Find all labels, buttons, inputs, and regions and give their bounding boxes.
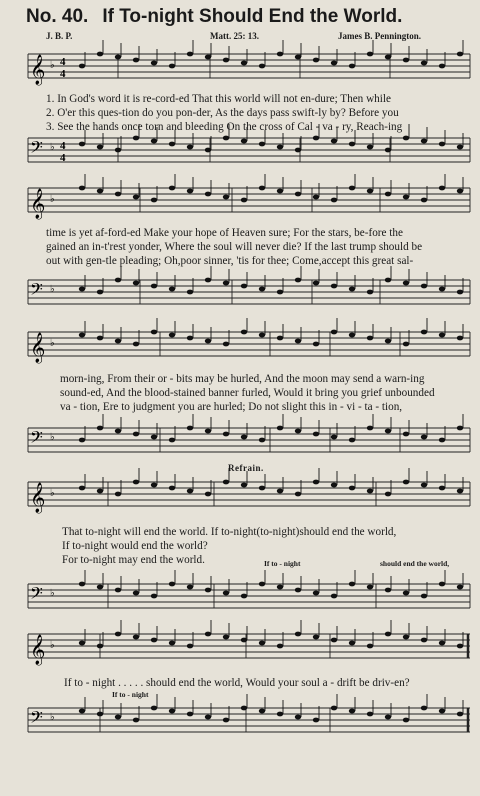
notehead [169, 582, 175, 587]
notehead [259, 142, 265, 147]
notehead [259, 64, 265, 69]
notehead [349, 64, 355, 69]
notehead [277, 189, 283, 194]
notehead [241, 435, 247, 440]
verse-line-2-1: time is yet af-ford-ed Make your hope of Heaven sure; For the stars, be-fore the [46, 227, 403, 239]
notehead [349, 186, 355, 191]
notehead [349, 438, 355, 443]
notehead [439, 186, 445, 191]
bass-clef-icon: 𝄢 [30, 139, 43, 161]
notehead [205, 632, 211, 637]
notehead [403, 718, 409, 723]
composer-credit: James B. Pennington. [338, 31, 422, 41]
notehead [169, 438, 175, 443]
notehead [115, 192, 121, 197]
notehead [115, 339, 121, 344]
notehead [97, 644, 103, 649]
notehead [187, 336, 193, 341]
notehead [223, 480, 229, 485]
notehead [97, 585, 103, 590]
notehead [151, 284, 157, 289]
notehead [79, 438, 85, 443]
notehead [349, 582, 355, 587]
svg-text:♭: ♭ [50, 640, 55, 651]
notehead [133, 342, 139, 347]
notehead [205, 492, 211, 497]
notehead [421, 330, 427, 335]
notehead [331, 638, 337, 643]
notehead [385, 55, 391, 60]
notehead [457, 145, 463, 150]
notehead [457, 52, 463, 57]
cue-if-tonight-2: If to - night [112, 690, 149, 699]
notehead [259, 438, 265, 443]
notehead [457, 585, 463, 590]
verse-line-1-1: 1. In God's word it is re-cord-ed That this world will not en-dure; Then while [46, 93, 391, 105]
notehead [187, 644, 193, 649]
notehead [403, 136, 409, 141]
svg-text:♭: ♭ [50, 488, 55, 499]
notehead [295, 148, 301, 153]
notehead [79, 641, 85, 646]
notehead [349, 641, 355, 646]
notehead [385, 492, 391, 497]
svg-text:𝄞: 𝄞 [30, 333, 46, 362]
notehead [421, 638, 427, 643]
notehead [79, 64, 85, 69]
notehead [331, 594, 337, 599]
notehead [79, 186, 85, 191]
notehead [259, 186, 265, 191]
notehead [97, 290, 103, 295]
notehead [241, 594, 247, 599]
notehead [403, 281, 409, 286]
bass-staff-2 [0, 270, 480, 320]
notehead [205, 148, 211, 153]
notehead [421, 139, 427, 144]
notehead [241, 139, 247, 144]
notehead [331, 706, 337, 711]
hymn-heading [26, 6, 402, 28]
notehead [97, 426, 103, 431]
notehead [97, 189, 103, 194]
notehead [223, 635, 229, 640]
notehead [421, 706, 427, 711]
notehead [295, 632, 301, 637]
notehead [97, 489, 103, 494]
notehead [313, 58, 319, 63]
notehead [223, 342, 229, 347]
scripture-reference: Matt. 25: 13. [210, 31, 259, 41]
svg-text:♭: ♭ [50, 142, 55, 153]
notehead [313, 136, 319, 141]
notehead [277, 52, 283, 57]
notehead [241, 198, 247, 203]
notehead [241, 483, 247, 488]
notehead [133, 58, 139, 63]
notehead [367, 189, 373, 194]
lyricist-credit: J. B. P. [46, 31, 73, 41]
cue-if-tonight: If to - night [264, 559, 301, 568]
notehead [79, 709, 85, 714]
notehead [367, 52, 373, 57]
notehead [295, 192, 301, 197]
notehead [295, 492, 301, 497]
notehead [349, 287, 355, 292]
svg-text:4: 4 [60, 152, 66, 164]
notehead [133, 136, 139, 141]
notehead [421, 61, 427, 66]
notehead [331, 435, 337, 440]
notehead [421, 435, 427, 440]
notehead [313, 195, 319, 200]
notehead [277, 336, 283, 341]
notehead [421, 594, 427, 599]
notehead [367, 290, 373, 295]
svg-text:♭: ♭ [50, 712, 55, 723]
notehead [403, 195, 409, 200]
notehead [331, 61, 337, 66]
notehead [97, 145, 103, 150]
notehead [367, 489, 373, 494]
treble-staff-5 [0, 622, 480, 678]
notehead [313, 342, 319, 347]
bass-staff-1 [0, 128, 480, 178]
notehead [115, 278, 121, 283]
notehead [439, 333, 445, 338]
notehead [277, 426, 283, 431]
notehead [133, 432, 139, 437]
svg-text:4: 4 [60, 140, 66, 152]
notehead [187, 712, 193, 717]
notehead [367, 644, 373, 649]
verse-line-1-2: 2. O'er this ques-tion do you pon-der, As the days pass swift-ly by? Before you [46, 107, 399, 119]
notehead [331, 330, 337, 335]
notehead [385, 588, 391, 593]
notehead [97, 712, 103, 717]
notehead [115, 492, 121, 497]
notehead [151, 61, 157, 66]
notehead [115, 429, 121, 434]
svg-text:♭: ♭ [50, 284, 55, 295]
notehead [331, 198, 337, 203]
notehead [403, 480, 409, 485]
notehead [439, 709, 445, 714]
notehead [151, 198, 157, 203]
svg-text:♭: ♭ [50, 432, 55, 443]
notehead [295, 429, 301, 434]
verse-line-2-2: gained an in-t'rest yonder, Where the soul will never die? If the last trump should be [46, 241, 423, 253]
notehead [133, 281, 139, 286]
notehead [367, 336, 373, 341]
notehead [169, 486, 175, 491]
verse-line-3-1: morn-ing, From their or - bits may be hurled, And the moon may send a warn-ing [60, 373, 425, 385]
notehead [295, 278, 301, 283]
notehead [205, 192, 211, 197]
verse-line-2-3: out with gen-tle pleading; Oh,poor sinner, 'tis for thee; Come,accept this great sal- [46, 255, 414, 267]
notehead [457, 712, 463, 717]
notehead [241, 330, 247, 335]
notehead [187, 585, 193, 590]
notehead [421, 483, 427, 488]
notehead [97, 52, 103, 57]
svg-text:♭: ♭ [50, 194, 55, 205]
notehead [385, 339, 391, 344]
svg-text:𝄢: 𝄢 [30, 709, 43, 731]
notehead [223, 195, 229, 200]
notehead [151, 435, 157, 440]
notehead [403, 58, 409, 63]
notehead [205, 339, 211, 344]
time-signature-bottom: 4 [60, 68, 66, 80]
notehead [295, 588, 301, 593]
notehead [79, 582, 85, 587]
notehead [313, 718, 319, 723]
notehead [223, 718, 229, 723]
notehead [457, 426, 463, 431]
notehead [115, 715, 121, 720]
notehead [115, 588, 121, 593]
notehead [187, 426, 193, 431]
notehead [133, 480, 139, 485]
bass-staff-3 [0, 418, 480, 468]
treble-clef-icon: 𝄞 [30, 55, 46, 84]
notehead [241, 61, 247, 66]
verse-line-3-3: va - tion, Ere to judgment you are hurled; Do not slight this in - vi - ta - tion, [60, 401, 403, 413]
notehead [439, 486, 445, 491]
time-signature-top: 4 [60, 56, 66, 68]
notehead [295, 715, 301, 720]
svg-text:𝄞: 𝄞 [30, 483, 46, 512]
svg-text:♭: ♭ [50, 588, 55, 599]
refrain-line-4: If to - night . . . . . should end the world, Would your soul a - drift be driv-en? [64, 677, 410, 689]
svg-text:♭: ♭ [50, 60, 55, 71]
notehead [259, 486, 265, 491]
bass-staff-5 [0, 696, 480, 756]
notehead [187, 290, 193, 295]
notehead [457, 489, 463, 494]
notehead [223, 591, 229, 596]
notehead [277, 290, 283, 295]
treble-staff-2 [0, 178, 480, 228]
refrain-line-2: If to-night would end the world? [62, 540, 208, 552]
notehead [421, 284, 427, 289]
notehead [79, 142, 85, 147]
notehead [187, 489, 193, 494]
notehead [439, 287, 445, 292]
svg-text:♭: ♭ [50, 338, 55, 349]
notehead [151, 330, 157, 335]
refrain-line-3: For to-night may end the world. [62, 554, 205, 566]
notehead [169, 709, 175, 714]
svg-text:𝄢: 𝄢 [30, 281, 43, 303]
notehead [187, 189, 193, 194]
notehead [151, 594, 157, 599]
notehead [79, 486, 85, 491]
notehead [295, 339, 301, 344]
notehead [403, 342, 409, 347]
notehead [313, 480, 319, 485]
svg-text:𝄞: 𝄞 [30, 635, 46, 664]
refrain-line-1: That to-night will end the world. If to-night(to-night)should end the world, [62, 526, 397, 538]
notehead [367, 145, 373, 150]
notehead [223, 58, 229, 63]
notehead [457, 336, 463, 341]
notehead [385, 429, 391, 434]
notehead [403, 432, 409, 437]
notehead [277, 489, 283, 494]
notehead [169, 641, 175, 646]
notehead [133, 635, 139, 640]
notehead [133, 718, 139, 723]
notehead [403, 591, 409, 596]
notehead [385, 148, 391, 153]
notehead [115, 632, 121, 637]
notehead [439, 641, 445, 646]
notehead [133, 591, 139, 596]
notehead [97, 336, 103, 341]
hymn-title: If To-night Should End the World. [102, 6, 403, 27]
notehead [151, 483, 157, 488]
notehead [169, 142, 175, 147]
notehead [385, 192, 391, 197]
notehead [169, 186, 175, 191]
notehead [385, 632, 391, 637]
notehead [151, 638, 157, 643]
notehead [115, 55, 121, 60]
notehead [187, 145, 193, 150]
notehead [259, 709, 265, 714]
notehead [133, 195, 139, 200]
notehead [79, 287, 85, 292]
notehead [439, 142, 445, 147]
notehead [313, 635, 319, 640]
notehead [205, 55, 211, 60]
notehead [205, 588, 211, 593]
notehead [439, 438, 445, 443]
notehead [439, 582, 445, 587]
bass-staff-4 [0, 574, 480, 624]
notehead [457, 189, 463, 194]
notehead [367, 712, 373, 717]
notehead [277, 145, 283, 150]
notehead [331, 284, 337, 289]
cue-should-end: should end the world, [380, 559, 450, 568]
notehead [331, 139, 337, 144]
notehead [277, 585, 283, 590]
notehead [223, 281, 229, 286]
svg-text:𝄢: 𝄢 [30, 429, 43, 451]
notehead [313, 432, 319, 437]
notehead [169, 64, 175, 69]
notehead [151, 139, 157, 144]
notehead [349, 709, 355, 714]
notehead [349, 142, 355, 147]
notehead [259, 641, 265, 646]
notehead [169, 333, 175, 338]
notehead [421, 198, 427, 203]
notehead [259, 582, 265, 587]
notehead [457, 290, 463, 295]
notehead [205, 715, 211, 720]
notehead [115, 148, 121, 153]
notehead [349, 486, 355, 491]
notehead [439, 64, 445, 69]
notehead [79, 333, 85, 338]
notehead [241, 706, 247, 711]
verse-line-3-2: sound-ed, And the blood-stained banner furled, Would it bring you grief unbounded [60, 387, 435, 399]
notehead [151, 706, 157, 711]
notehead [205, 429, 211, 434]
notehead [259, 287, 265, 292]
notehead [241, 638, 247, 643]
notehead [187, 52, 193, 57]
notehead [403, 635, 409, 640]
notehead [313, 591, 319, 596]
notehead [241, 284, 247, 289]
notehead [223, 136, 229, 141]
notehead [169, 287, 175, 292]
notehead [385, 715, 391, 720]
treble-staff-4 [0, 470, 480, 530]
notehead [277, 644, 283, 649]
notehead [385, 278, 391, 283]
notehead [277, 712, 283, 717]
notehead [205, 278, 211, 283]
svg-text:𝄞: 𝄞 [30, 189, 46, 218]
notehead [313, 281, 319, 286]
notehead [367, 426, 373, 431]
notehead [367, 585, 373, 590]
notehead [331, 483, 337, 488]
notehead [295, 55, 301, 60]
notehead [349, 333, 355, 338]
verse-line-1-3: 3. See the hands once torn and bleeding On the cross of Cal - va - ry, Reach-ing [46, 121, 403, 133]
notehead [259, 333, 265, 338]
notehead [223, 432, 229, 437]
refrain-label: Refrain. [228, 463, 264, 473]
hymn-number: No. 40. [26, 6, 89, 27]
treble-staff-1 [0, 44, 480, 94]
svg-text:𝄢: 𝄢 [30, 585, 43, 607]
notehead [457, 644, 463, 649]
treble-staff-3 [0, 322, 480, 372]
